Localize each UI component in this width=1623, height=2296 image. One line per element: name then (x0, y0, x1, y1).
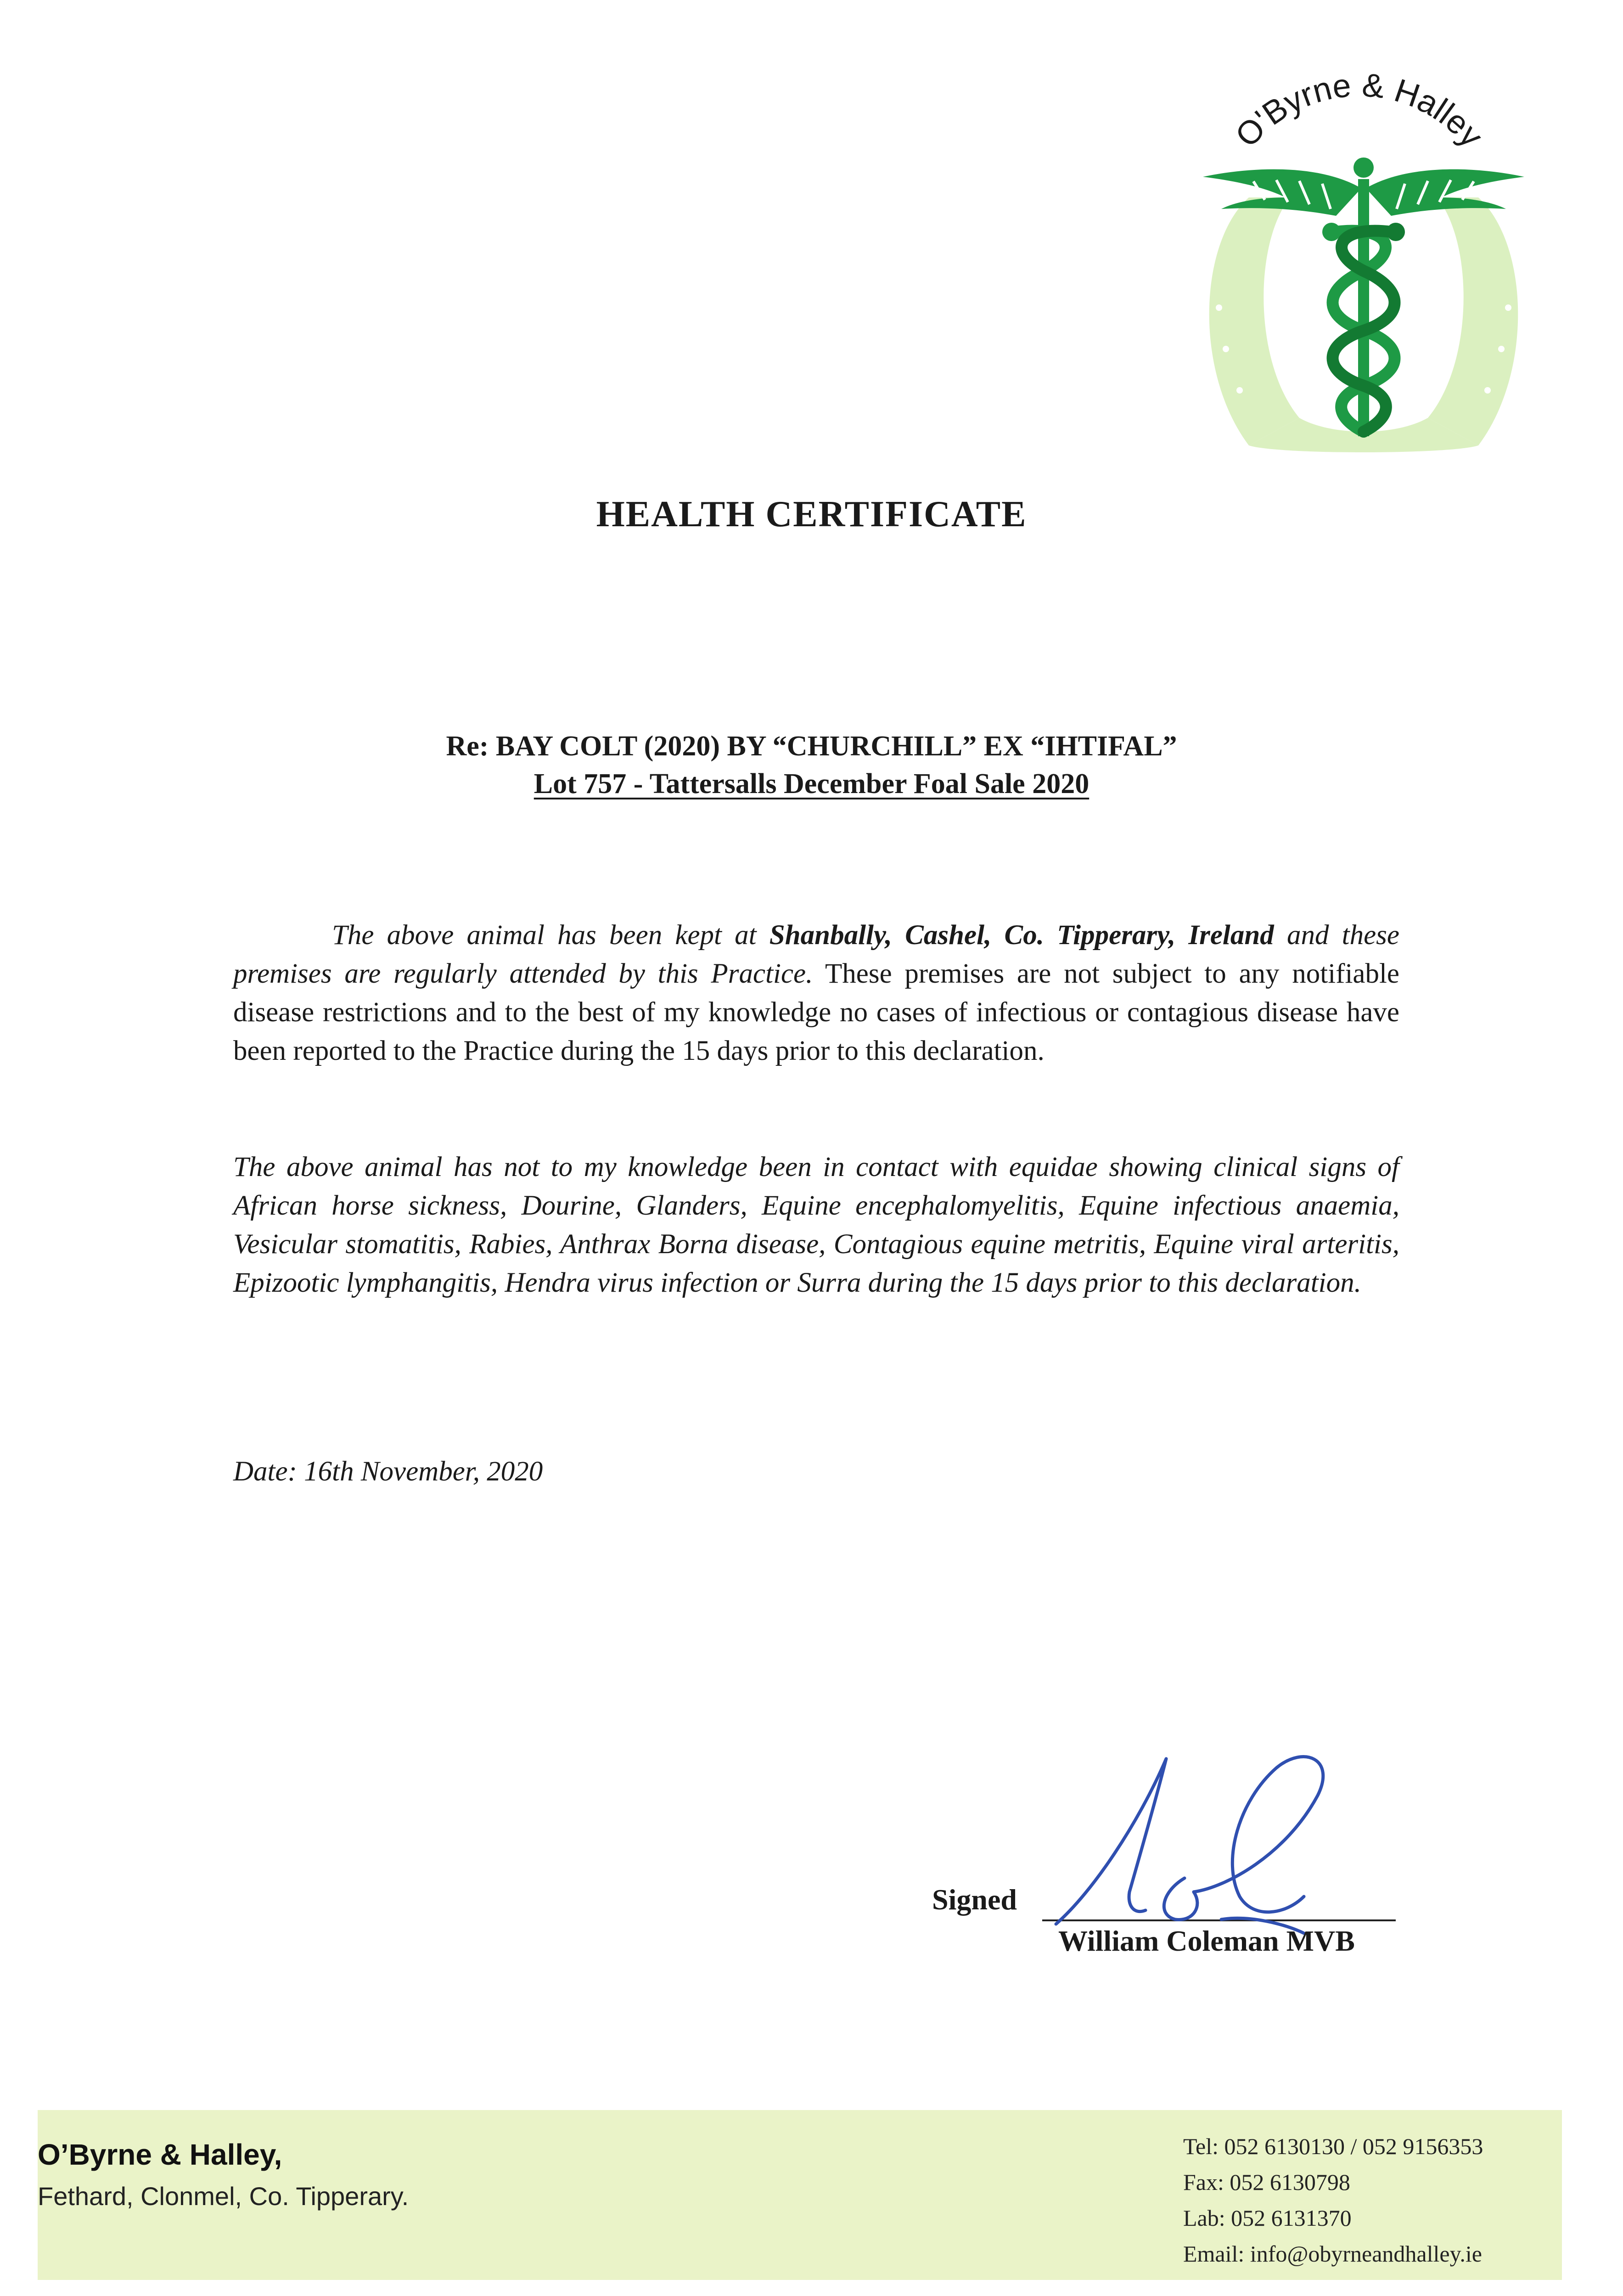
premises-paragraph: The above animal has been kept at Shanbally, Cashel, Co. Tipperary, Ireland and these premises are regularly attended by this Practice. These premises are not subject to any notifiable disease restrictions and to the best of my knowledge no cases of infectious or contagious disease have been reported to the Practice during the 15 days prior to this declaration. (233, 920, 1399, 1066)
footer-email[interactable]: Email: info@obyrneandhalley.ie (1183, 2241, 1482, 2267)
signature-icon (1047, 1740, 1350, 1938)
handwritten-signature (1047, 1740, 1350, 1938)
footer-fax: Fax: 052 6130798 (1183, 2169, 1350, 2195)
page-title: HEALTH CERTIFICATE (596, 494, 1027, 535)
footer-address: Fethard, Clonmel, Co. Tipperary. (38, 2182, 409, 2211)
caduceus-horseshoe-logo-icon (1185, 51, 1543, 464)
logo-text: O'Byrne & Halley (1228, 67, 1490, 154)
signed-label: Signed (932, 1883, 1017, 1916)
certificate-date: Date: 16th November, 2020 (233, 1456, 543, 1487)
horseshoe-right-icon (1428, 197, 1518, 445)
footer-telephone: Tel: 052 6130130 / 052 9156353 (1183, 2133, 1483, 2159)
footer-company-name: O’Byrne & Halley, (38, 2138, 282, 2171)
footer-bar (38, 2110, 1562, 2280)
subject-line: Re: BAY COLT (2020) BY “CHURCHILL” EX “IHTIFAL” (446, 731, 1177, 762)
signer-name: William Coleman MVB (1058, 1925, 1355, 1957)
lot-line: Lot 757 - Tattersalls December Foal Sale 2020 (534, 768, 1089, 799)
premises-location: Shanbally, Cashel, Co. Tipperary, Ireland (769, 920, 1274, 951)
disease-contact-paragraph: The above animal has not to my knowledge been in contact with equidae showing clinical signs of African horse sickness, Dourine, Glanders, Equine encephalomyelitis, Equine infectious anaemia, Vesicular stomatitis, Rabies, Anthrax Borna disease, Contagious equine metritis, Equine viral arteritis, Epizootic lymphangitis, Hendra virus infection or Surra during the 15 days prior to this declaration. (233, 1152, 1399, 1298)
practice-logo (1185, 51, 1543, 464)
horseshoe-left-icon (1209, 197, 1299, 445)
footer-lab-phone: Lab: 052 6131370 (1183, 2205, 1352, 2231)
